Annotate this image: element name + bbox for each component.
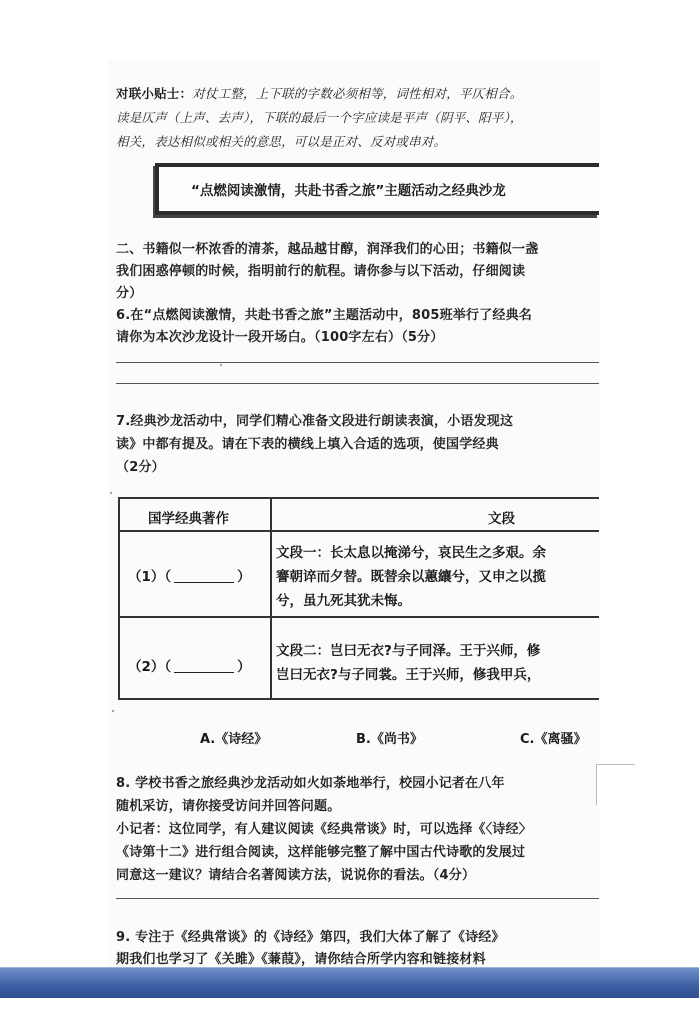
table-row-1-label	[128, 565, 251, 585]
option-a[interactable]: A.《诗经》	[200, 732, 268, 747]
question-9-line-1: 9. 专注于《经典常谈》的《诗经》第四，我们大体了解了《诗经》	[116, 930, 505, 945]
question-7-line-3: （2分）	[116, 460, 165, 475]
passage-2-line-2: 岂曰无衣?与子同裳。王于兴师，修我甲兵，	[276, 667, 541, 683]
question-7-line-2: 读》中都有提及。请在下表的横线上填入合适的选项，使国学经典	[116, 437, 499, 452]
answer-line-3[interactable]	[116, 898, 599, 899]
table-header-divider	[120, 530, 599, 532]
classics-table	[118, 497, 599, 700]
activity-banner	[155, 163, 599, 215]
option-b[interactable]: B.《尚书》	[356, 732, 423, 747]
couplet-tips-label: 对联小贴士：	[116, 86, 193, 101]
question-6-line-1: 6.在“点燃阅读激情，共赴书香之旅”主题活动中，805班举行了经典名	[116, 308, 533, 323]
question-8-line-1: 8. 学校书香之旅经典沙龙活动如火如荼地举行，校园小记者在八年	[116, 776, 505, 791]
question-8-line-5: 同意这一建议？请结合名著阅读方法，说说你的看法。（4分）	[116, 868, 476, 883]
question-8-line-3: 小记者：这位同学，有人建议阅读《经典常谈》时，可以选择《〈诗经〉	[116, 822, 532, 837]
overlay-frame	[596, 764, 635, 805]
exam-paper	[108, 60, 599, 970]
scan-speck	[220, 364, 222, 366]
question-6-line-2: 请你为本次沙龙设计一段开场白。（100字左右）（5分）	[116, 330, 444, 345]
table-header-works: 国学经典著作	[148, 511, 229, 527]
table-row-divider	[120, 616, 599, 618]
passage-2-line-1: 文段二：岂曰无衣?与子同泽。王于兴师，修	[276, 643, 541, 659]
row-2-answer-blank[interactable]	[174, 658, 234, 673]
passage-1-line-2: 謇朝谇而夕替。既替余以蕙纕兮，又申之以揽	[276, 569, 546, 585]
row-1-answer-blank[interactable]	[174, 568, 234, 583]
row-1-prefix: （1）（	[128, 569, 172, 585]
couplet-tips-line-2: 读是仄声（上声、去声），下联的最后一个字应读是平声（阴平、阳平），	[116, 110, 523, 125]
banner-title: “点燃阅读激情，共赴书香之旅”主题活动之经典沙龙	[191, 183, 506, 199]
section-2-line-1: 二、书籍似一杯浓香的清茶，越品越甘醇，润泽我们的心田；书籍似一盏	[116, 242, 539, 257]
passage-1-line-1: 文段一：长太息以掩涕兮，哀民生之多艰。余	[276, 545, 546, 561]
option-c[interactable]: C.《离骚》	[520, 732, 587, 747]
section-2-line-2: 我们困惑停顿的时候，指明前行的航程。请你参与以下活动，仔细阅读	[116, 264, 526, 279]
table-column-divider	[270, 499, 272, 698]
couplet-tips-line-3: 相关，表达相似或相关的意思，可以是正对、反对或串对。	[116, 134, 447, 149]
question-9-line-2: 期我们也学习了《关雎》《蒹葭》，请你结合所学内容和链接材料	[116, 952, 486, 967]
passage-1-line-3: 兮，虽九死其犹未悔。	[276, 593, 411, 609]
row-1-suffix: ）	[237, 569, 251, 585]
answer-line-1[interactable]	[116, 362, 599, 363]
table-header-passages: 文段	[488, 511, 515, 527]
scan-speck	[112, 710, 114, 712]
couplet-tips-text-1: 对仗工整，上下联的字数必须相等，词性相对，平仄相合。	[192, 86, 523, 101]
row-2-suffix: ）	[237, 659, 251, 675]
answer-line-2[interactable]	[116, 383, 599, 384]
row-2-prefix: （2）（	[128, 659, 172, 675]
scan-speck	[110, 492, 112, 494]
section-2-line-3: 分）	[116, 286, 143, 301]
question-8-line-2: 随机采访，请你接受访问并回答问题。	[116, 799, 341, 814]
question-8-line-4: 《诗第十二》进行组合阅读，这样能够完整了解中国古代诗歌的发展过	[116, 845, 526, 860]
couplet-tips-line-1	[116, 84, 522, 102]
question-7-line-1: 7.经典沙龙活动中，同学们精心准备文段进行朗读表演，小语发现这	[116, 414, 514, 429]
viewer-bottom-bar	[0, 967, 699, 998]
table-row-2-label	[128, 655, 251, 675]
